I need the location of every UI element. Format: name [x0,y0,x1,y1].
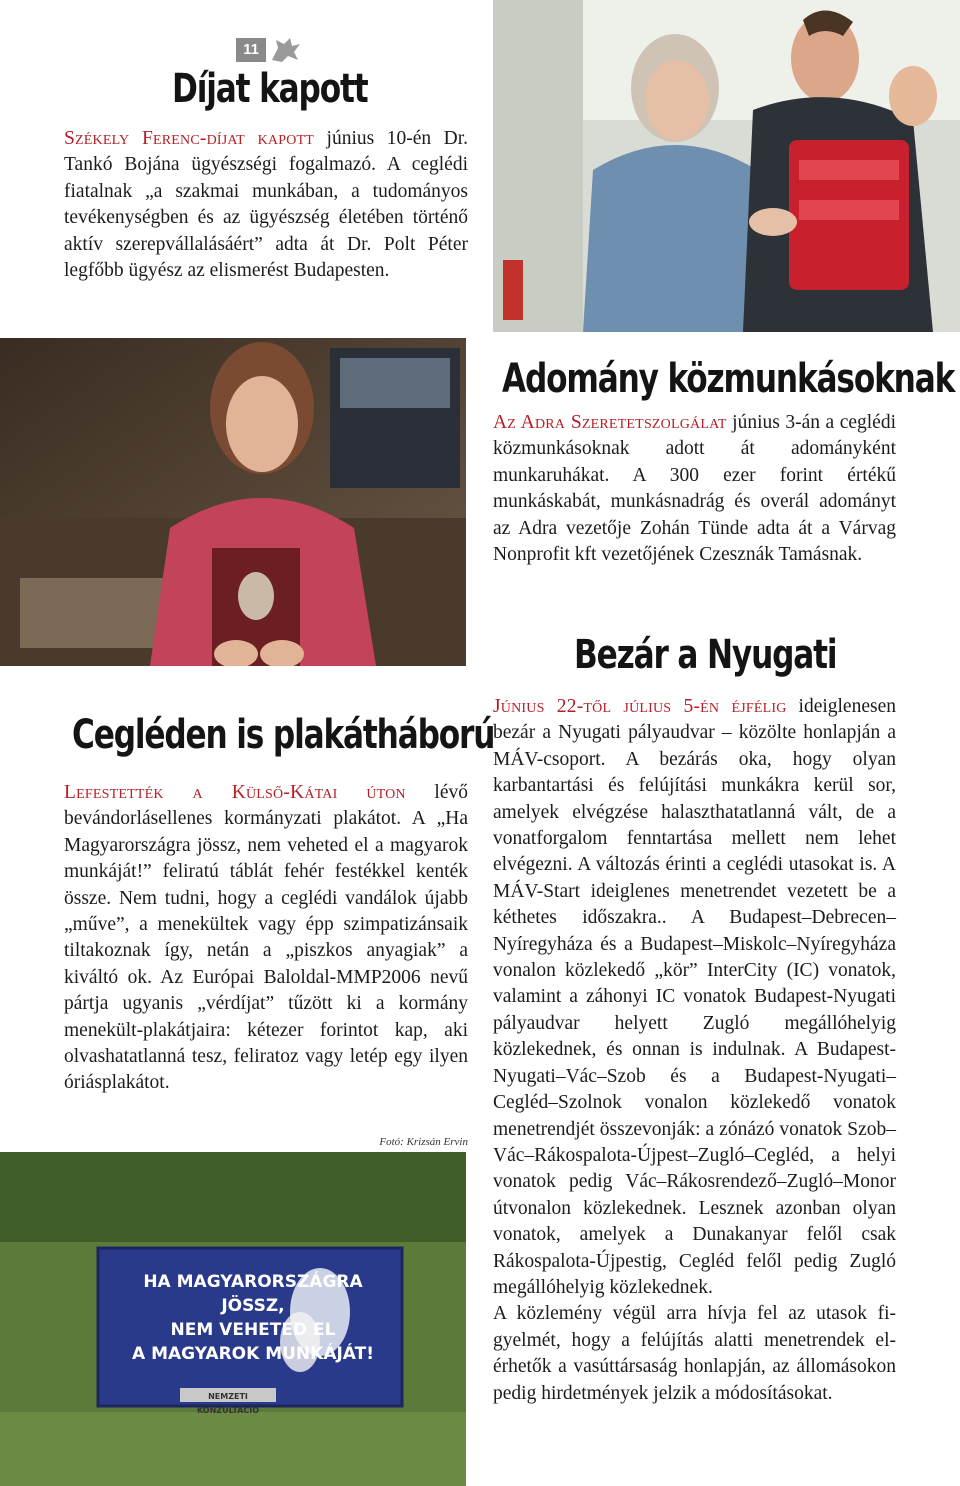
article-lead-nyugati: Június 22-től július 5-én éjfélig [493,696,787,717]
article-body-adomany: Az Adra Szeretetszolgálat június 3-án a ceglédi közmunkásoknak adott át adományként munkaruhákat. A 300 ezer forint értékű munkáskabát, munkásnadrág és overál adományt az Adra vezetője Zohán Tünde adta át a Várvag Nonprofit kft vezetőjének Czesznák Tamásnak. [493,412,896,566]
article-body-nyugati-closing: A közlemény végül arra hívja fel az utasok figyelmét, hogy a felújítás alatti menetrendek elérhetők a vasúttársaság honlapján, az állomásokon pedig hirdetmények jelzik a módosításokat. [493,1303,896,1404]
article-body-plakat: Lefestették a Külső-Kátai úton lévő bevándorlásellenes kormányzati plakátot. A „Ha Magyarországra jössz, nem veheted el a magyarok munkáját!” feliratú táblát fehér festékkel kenték össze. Nem tudni, hogy a ceglédi vandálok újabb „műve”, a menekültek vagy épp szimpatizánsaik tiltakoznak így, netán a „piszkos anyagiak” a kiváltó ok. Az Európai Baloldal-MMP2006 nevű pártja ugyanis „vérdíjat” tűzött ki a kormány menekült-plakátjaira: kétezer forintot kap, aki olvashatatlanná tesz, feliratoz vagy letép egy ilyen óriásplakátot. [64,782,468,1094]
page-number: 11 [236,38,266,62]
article-title-adomany: Adomány közmunkásoknak [502,356,955,402]
article-body-nyugati: Június 22-től július 5-én éjfélig ideiglenesen bezár a Nyugati pályaudvar – közölte honlapján a MÁV-csoport. A bezárás oka, hogy olyan karbantartási és felújítási munkákra kerül sor, amelyek elvégzése halaszthatatlanná vált, de a vonatforgalom fenntartása mellett nem lehet elvégezni. A változás érinti a ceglédi utasokat is. A MÁV-Start ideiglenes menetrendet vezetett be a kéthetes időszakra.. A Budapest–Debrecen–Nyíregyháza és a Budapest–Miskolc–Nyíregyháza vonalon közlekedő „kör” InterCity (IC) vonatok, valamint a záhonyi IC vonatok Budapest-Nyugati pályaudvar helyett Zugló megállóhelyig közlekednek, és onnan is indulnak. A Budapest-Nyugati–Vác–Szob és a Budapest-Nyugati–Cegléd–Szolnok vonalon közlekedő vonatok menetrendjét összevonják: a zónázó vonatok Szob–Vác–Rákospalota-Újpest–Zugló–Cegléd, a helyi vonatok pedig Vác–Rákosrendező–Zugló–Monor útvonalon közlekednek. Lesznek azonban olyan vonatok, amelyek a Dunakanyar felől csak Rákospalota-Újpestig, Cegléd felől pedig Zugló megállóhelyig közlekednek. A közlemény végül arra hívja fel az utasok figyelmét, hogy a felújítás alatti menetrendek elérhetők a vasúttársaság honlapján, az állomásokon pedig hirdetmények jelzik a módosításokat. [493,694,896,1407]
billboard-footer: NEMZETI KONZULTÁCIÓ [196,1392,260,1415]
article-title-nyugati: Bezár a Nyugati [574,632,837,678]
article-lead-dijat: Székely Ferenc-díjat kapott [64,128,315,149]
article-title-dijat: Díjat kapott [172,66,368,112]
billboard-text: HA MAGYARORSZÁGRA JÖSSZ, NEM VEHETED EL A MAGYAROK MUNKÁJÁT! [132,1272,374,1364]
article-lead-plakat: Lefestették a Külső-Kátai úton [64,782,406,803]
billboard-photo [0,1152,466,1486]
article-lead-adomany: Az Adra Szeretetszolgálat [493,412,727,433]
donation-photo [493,0,960,332]
griffin-logo-icon [268,34,304,64]
article-title-plakat: Cegléden is plakátháború [72,712,495,758]
photo-credit: Fotó: Krizsán Ervin [379,1136,468,1148]
award-photo [0,338,466,666]
article-body-dijat: Székely Ferenc-díjat kapott június 10-én Dr. Tankó Bojána ügyészségi fogalmazó. A ceglédi fiatalnak „a szakmai munkában, a tudományos tevékenységben és az ügyészség életében történő aktív szerepvállalásáért” adta át Dr. Polt Péter legfőbb ügyész az elismerést Budapesten. [64,128,468,282]
